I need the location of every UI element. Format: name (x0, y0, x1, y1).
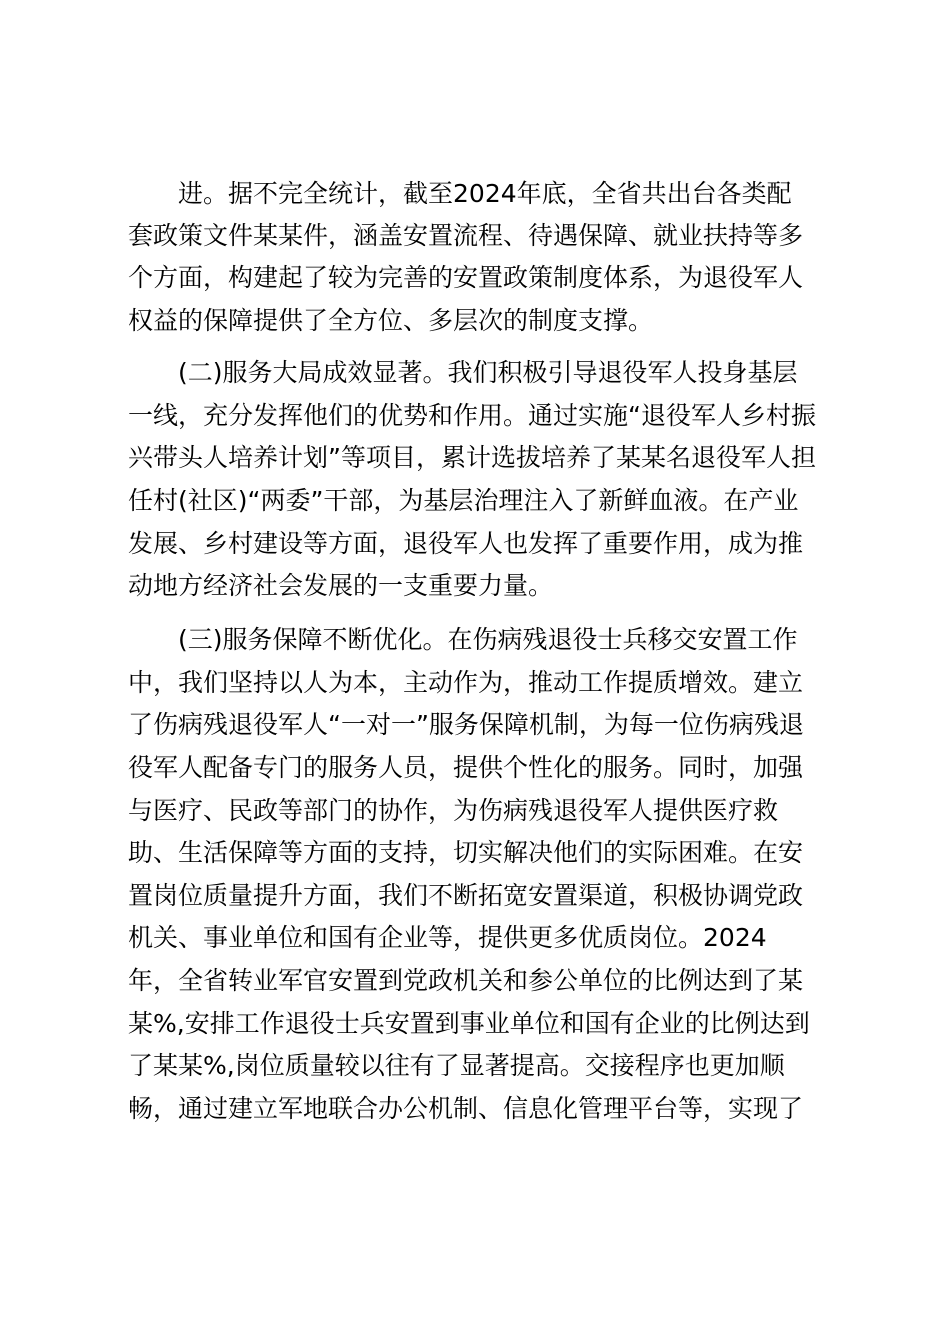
text-line: 置岗位质量提升方面，我们不断拓宽安置渠道，积极协调党政 (128, 881, 804, 910)
text-line: 畅，通过建立军地联合办公机制、信息化管理平台等，实现了 (128, 1094, 804, 1123)
text-line: 助、生活保障等方面的支持，切实解决他们的实际困难。在安 (128, 838, 804, 867)
text-line: 发展、乡村建设等方面，退役军人也发挥了重要作用，成为推 (128, 529, 804, 558)
text-line: (二)服务大局成效显著。我们积极引导退役军人投身基层 (178, 358, 798, 387)
text-line: 动地方经济社会发展的一支重要力量。 (128, 571, 554, 600)
text-line: 兴带头人培养计划”等项目，累计选拔培养了某某名退役军人担 (128, 443, 816, 472)
text-line: 套政策文件某某件，涵盖安置流程、待遇保障、就业扶持等多 (128, 221, 804, 250)
text-line: 中，我们坚持以人为本，主动作为，推动工作提质增效。建立 (128, 668, 804, 697)
text-line: 与医疗、民政等部门的协作，为伤病残退役军人提供医疗救 (128, 796, 779, 825)
text-line: 进。据不完全统计，截至2024年底，全省共出台各类配 (178, 179, 792, 208)
text-line: 权益的保障提供了全方位、多层次的制度支撑。 (128, 306, 654, 335)
text-line: 任村(社区)“两委”干部，为基层治理注入了新鲜血液。在产业 (128, 486, 799, 515)
text-line: 年，全省转业军官安置到党政机关和参公单位的比例达到了某 (128, 966, 804, 995)
text-line: 役军人配备专门的服务人员，提供个性化的服务。同时，加强 (128, 753, 804, 782)
text-line: 一线，充分发挥他们的优势和作用。通过实施“退役军人乡村振 (128, 401, 816, 430)
text-line: 机关、事业单位和国有企业等，提供更多优质岗位。2024 (128, 923, 767, 952)
text-line: 了伤病残退役军人“一对一”服务保障机制，为每一位伤病残退 (128, 710, 804, 739)
text-line: 了某某%,岗位质量较以往有了显著提高。交接程序也更加顺 (128, 1051, 785, 1080)
text-line: 个方面，构建起了较为完善的安置政策制度体系，为退役军人 (128, 263, 804, 292)
text-line: 某%,安排工作退役士兵安置到事业单位和国有企业的比例达到 (128, 1009, 810, 1038)
text-line: (三)服务保障不断优化。在伤病残退役士兵移交安置工作 (178, 625, 798, 654)
